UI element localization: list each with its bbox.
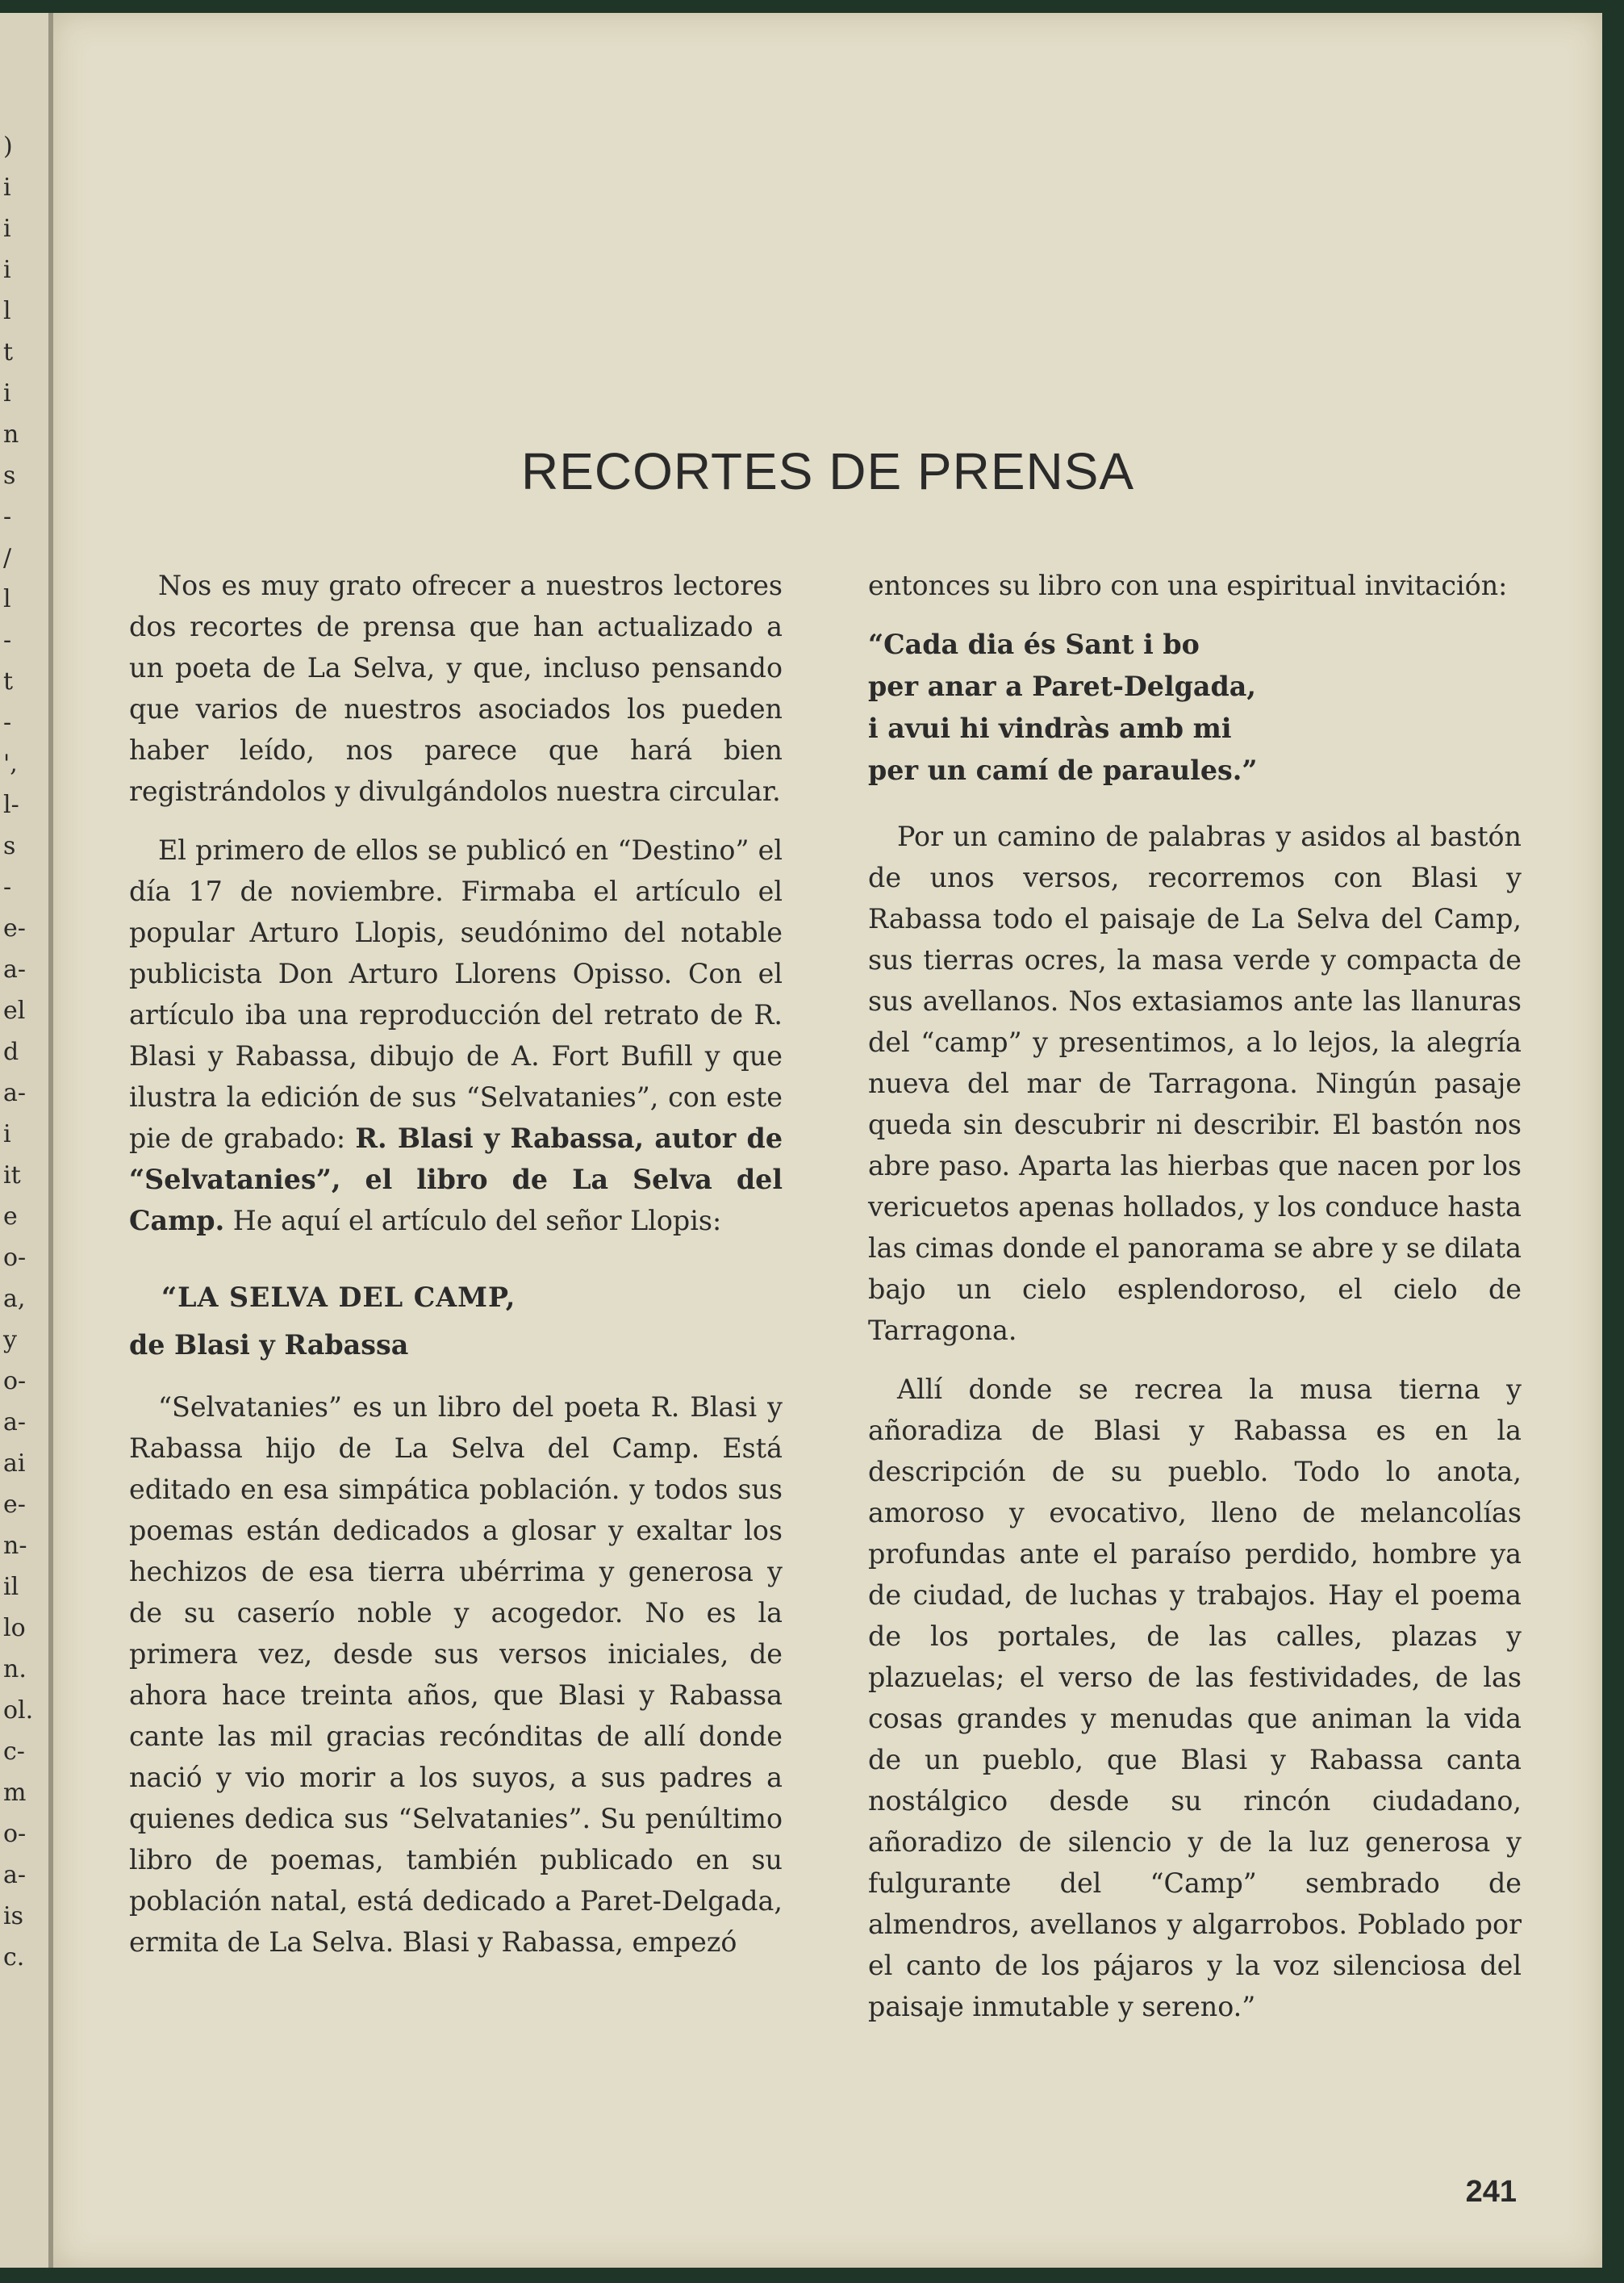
margin-fragment: a- xyxy=(3,1861,27,1889)
page-number: 241 xyxy=(1465,2175,1517,2209)
margin-fragment: a, xyxy=(3,1285,26,1313)
margin-fragment: s xyxy=(3,462,16,490)
margin-fragment: / xyxy=(3,544,12,572)
margin-fragment: c. xyxy=(3,1943,25,1971)
margin-fragment: t xyxy=(3,338,14,366)
margin-fragment: e xyxy=(3,1202,18,1231)
margin-fragment: e- xyxy=(3,1491,26,1519)
margin-fragment: ', xyxy=(3,750,18,778)
margin-fragment: - xyxy=(3,503,12,531)
margin-fragment: e- xyxy=(3,914,26,943)
margin-fragment: a- xyxy=(3,1079,27,1107)
margin-fragment: n- xyxy=(3,1532,27,1560)
margin-fragment: i xyxy=(3,174,11,202)
poem-line: i avui hi vindràs amb mi xyxy=(868,713,1232,744)
muse-paragraph: Allí donde se recrea la musa tierna y añoradiza de Blasi y Rabassa es en la descripción de su pueblo. Todo lo anota, amoroso y evocativo, lleno de melancolías profundas ante el paraíso perdido, hombre ya de ciudad, de luchas y trabajos. Hay el poema de los portales, de las calles, plazas y plazuelas; el verso de las festividades, de las cosas grandes y menudas que animan la vida de un pueblo, que Blasi y Rabassa canta nostálgico desde su rincón ciudadano, añoradizo de silencio y de la luz generosa y fulgurante del “Camp” sembrado de almendros, avellanos y algarrobos. Poblado por el canto de los pájaros y la voz silenciosa del paisaje inmutable y sereno.” xyxy=(868,1374,1522,2022)
margin-fragment: - xyxy=(3,709,12,737)
margin-fragment: c- xyxy=(3,1737,25,1766)
margin-fragment: o- xyxy=(3,1244,27,1272)
previous-page-edge xyxy=(0,13,48,2268)
margin-fragment: t xyxy=(3,667,14,696)
poem-line: per anar a Paret-Delgada, xyxy=(868,671,1256,702)
margin-fragment: lo xyxy=(3,1614,26,1642)
article-paragraph: “Selvatanies” es un libro del poeta R. Blasi y Rabassa hijo de La Selva del Camp. Está editado en esa simpática población. y todos sus poemas están dedicados a glosar y exaltar los hechizos de esa tierra ubérrima y generosa y de su caserío noble y acogedor. No es la primera vez, desde sus versos iniciales, de ahora hace treinta años, que Blasi y Rabassa cante las mil gracias recónditas de allí donde nació y vio morir a los suyos, a sus padres a quienes dedica sus “Selvatanies”. Su penúltimo libro de poemas, también publicado en su población natal, está dedicado a Paret-Delgada, ermita de La Selva. Blasi y Rabassa, empezó xyxy=(129,1391,783,1958)
margin-fragment: - xyxy=(3,626,12,654)
margin-fragment: ai xyxy=(3,1449,26,1478)
page-heading: RECORTES DE PRENSA xyxy=(521,442,1135,500)
intro-paragraph: Nos es muy grato ofrecer a nuestros lectores dos recortes de prensa que han actualizado a un poeta de La Selva, y que, incluso pensando que varios de nuestros asociados los pueden haber leído, nos parece que hará bien registrándolos y divulgándolos nuestra circular. xyxy=(129,570,783,807)
margin-fragment: is xyxy=(3,1902,23,1930)
article-title: “LA SELVA DEL CAMP, xyxy=(161,1282,516,1313)
margin-fragment: il xyxy=(3,1573,19,1601)
margin-fragment: i xyxy=(3,215,11,243)
margin-fragment: d xyxy=(3,1038,19,1066)
margin-fragment: i xyxy=(3,1120,11,1148)
destino-tail: He aquí el artículo del señor Llopis: xyxy=(232,1205,722,1236)
invitation-paragraph: entonces su libro con una espiritual invitación: xyxy=(868,570,1508,601)
margin-fragment: l- xyxy=(3,791,19,819)
margin-fragment: l xyxy=(3,585,11,613)
margin-fragment: i xyxy=(3,379,11,408)
article-byline: de Blasi y Rabassa xyxy=(129,1329,409,1361)
poem-line: “Cada dia és Sant i bo xyxy=(868,629,1200,660)
margin-fragment: m xyxy=(3,1779,27,1807)
margin-fragment: s xyxy=(3,832,16,860)
poem-line: per un camí de paraules.” xyxy=(868,755,1258,786)
margin-fragment: a- xyxy=(3,955,27,984)
destino-paragraph xyxy=(129,830,783,1241)
left-column xyxy=(129,565,783,1963)
margin-fragment: n xyxy=(3,420,19,449)
poem-quote xyxy=(868,624,1522,792)
margin-fragment: o- xyxy=(3,1367,27,1395)
right-column xyxy=(868,565,1522,2027)
walk-paragraph: Por un camino de palabras y asidos al bastón de unos versos, recorremos con Blasi y Rabassa todo el paisaje de La Selva del Camp, sus tierras ocres, la masa verde y compacta de sus avellanos. Nos extasiamos ante las llanuras del “camp” y presentimos, a lo lejos, la alegría nueva del mar de Tarragona. Ningún pasaje queda sin descubrir ni describir. El bastón nos abre paso. Aparta las hierbas que nacen por los vericuetos apenas hollados, y los conduce hasta las cimas donde el panorama se abre y se dilata bajo un cielo esplendoroso, el cielo de Tarragona. xyxy=(868,821,1522,1346)
margin-fragment: - xyxy=(3,873,12,901)
margin-fragment: n. xyxy=(3,1655,27,1683)
margin-fragment: ol. xyxy=(3,1696,34,1725)
margin-fragment: a- xyxy=(3,1408,27,1436)
margin-fragment: it xyxy=(3,1161,21,1190)
margin-fragments xyxy=(0,126,52,2063)
margin-fragment: i xyxy=(3,256,11,284)
margin-fragment: ) xyxy=(3,132,13,161)
margin-fragment: el xyxy=(3,997,26,1025)
margin-fragment: l xyxy=(3,297,11,325)
margin-fragment: o- xyxy=(3,1820,27,1848)
destino-text: El primero de ellos se publicó en “Destino” el día 17 de noviembre. Firmaba el artículo el popular Arturo Llopis, seudónimo del notable publicista Don Arturo Llorens Opisso. Con el artículo iba una reproducción del retrato de R. Blasi y Rabassa, dibujo de A. Fort Bufill y que ilustra la edición de sus “Selvatanies”, con este pie de grabado: xyxy=(129,834,783,1154)
margin-fragment: y xyxy=(3,1326,17,1354)
engraving-caption: R. Blasi y Rabassa, autor de “Selvatanies”, el libro de La Selva del Camp. xyxy=(129,1123,783,1236)
